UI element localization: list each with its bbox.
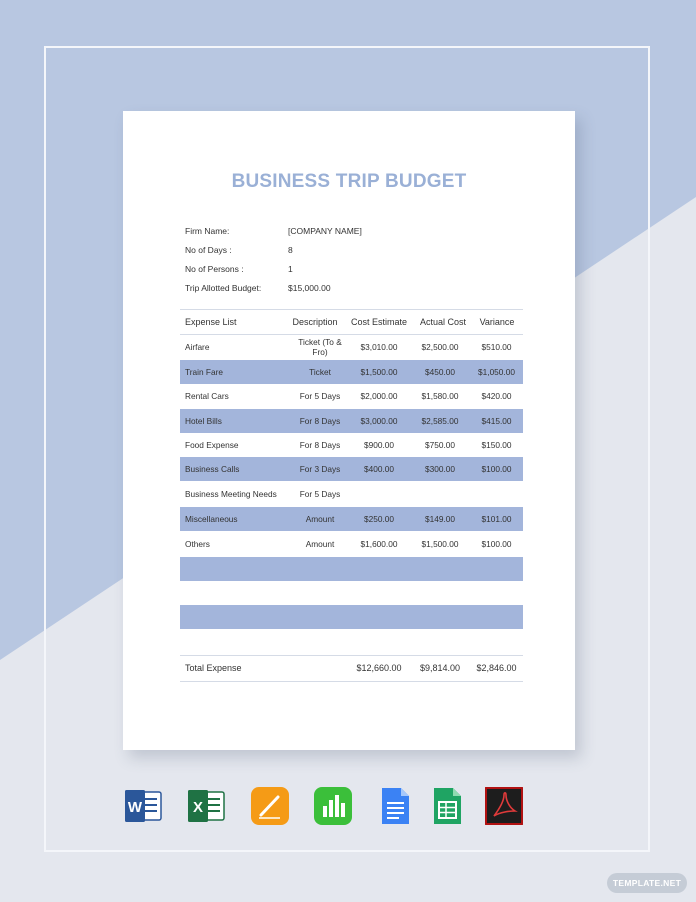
actual-cost: $2,500.00 <box>421 342 459 352</box>
actual-cost: $149.00 <box>425 514 455 524</box>
expense-description: Ticket <box>309 367 331 377</box>
persons-label: No of Persons : <box>185 264 244 274</box>
svg-text:W: W <box>127 799 143 816</box>
document-title: BUSINESS TRIP BUDGET <box>231 171 467 192</box>
variance: $510.00 <box>481 342 512 352</box>
expense-item: Business Calls <box>185 464 240 474</box>
expense-description: For 8 Days <box>299 440 341 450</box>
variance: $420.00 <box>481 391 512 401</box>
variance: $150.00 <box>481 440 512 450</box>
numbers-icon[interactable] <box>313 786 353 826</box>
expense-item: Business Meeting Needs <box>185 489 277 499</box>
empty-row <box>180 557 523 581</box>
expense-item: Miscellaneous <box>185 514 238 524</box>
expense-description: Amount <box>305 539 335 549</box>
actual-cost: $300.00 <box>425 464 455 474</box>
total-bottom-rule <box>180 681 523 682</box>
svg-text:X: X <box>192 799 204 816</box>
cost-estimate: $1,500.00 <box>360 367 398 377</box>
expense-description: For 3 Days <box>299 464 341 474</box>
excel-icon[interactable] <box>186 786 226 826</box>
expense-item: Others <box>185 539 210 549</box>
actual-cost: $1,580.00 <box>421 391 459 401</box>
table-row <box>180 384 523 408</box>
cost-estimate: $400.00 <box>364 464 394 474</box>
cost-estimate: $3,010.00 <box>360 342 398 352</box>
total-label: Total Expense <box>185 663 242 673</box>
header-expense-list: Expense List <box>185 317 237 327</box>
actual-cost <box>410 482 470 506</box>
empty-row <box>180 581 523 605</box>
actual-cost: $1,500.00 <box>421 539 459 549</box>
expense-description: Ticket (To & Fro) <box>298 337 342 357</box>
expense-description: For 5 Days <box>299 391 341 401</box>
empty-row <box>180 605 523 629</box>
actual-cost: $2,585.00 <box>421 416 459 426</box>
actual-cost: $450.00 <box>425 367 455 377</box>
variance: $1,050.00 <box>478 367 515 377</box>
table-row <box>180 457 523 481</box>
table-row <box>180 360 523 384</box>
variance: $415.00 <box>481 416 512 426</box>
pages-icon[interactable] <box>250 786 290 826</box>
budget-label: Trip Allotted Budget: <box>185 283 262 293</box>
days-label: No of Days : <box>185 245 232 255</box>
expense-description: For 8 Days <box>299 416 341 426</box>
expense-item: Food Expense <box>185 440 239 450</box>
expense-item: Rental Cars <box>185 391 229 401</box>
acrobat-icon[interactable] <box>484 786 524 826</box>
firm-name-value: [COMPANY NAME] <box>288 226 362 236</box>
expense-item: Hotel Bills <box>185 416 222 426</box>
header-cost-estimate: Cost Estimate <box>350 317 408 327</box>
variance: $100.00 <box>481 464 512 474</box>
table-row <box>180 507 523 531</box>
expense-item: Airfare <box>185 342 210 352</box>
header-variance: Variance <box>479 317 515 327</box>
total-variance: $2,846.00 <box>476 663 517 673</box>
total-row <box>180 656 523 680</box>
table-row <box>180 532 523 556</box>
google-sheets-icon[interactable] <box>427 786 467 826</box>
cost-estimate: $3,000.00 <box>360 416 398 426</box>
cost-estimate <box>350 482 408 506</box>
persons-value: 1 <box>288 264 293 274</box>
actual-cost: $750.00 <box>425 440 455 450</box>
cost-estimate: $900.00 <box>364 440 394 450</box>
header-actual-cost: Actual Cost <box>419 317 467 327</box>
word-icon[interactable] <box>123 786 163 826</box>
table-top-rule <box>180 309 523 310</box>
cost-estimate: $250.00 <box>364 514 394 524</box>
variance <box>470 482 523 506</box>
table-row <box>180 335 523 359</box>
firm-name-label: Firm Name: <box>185 226 230 236</box>
cost-estimate: $2,000.00 <box>360 391 398 401</box>
header-description: Description <box>292 317 338 327</box>
table-row <box>180 433 523 457</box>
cost-estimate: $1,600.00 <box>360 539 398 549</box>
document-page <box>123 111 575 750</box>
days-value: 8 <box>288 245 293 255</box>
expense-description: For 5 Days <box>299 489 341 499</box>
budget-value: $15,000.00 <box>288 283 331 293</box>
watermark-badge: TEMPLATE.NET <box>607 873 687 893</box>
google-docs-icon[interactable] <box>375 786 415 826</box>
table-row <box>180 482 523 506</box>
total-actual: $9,814.00 <box>419 663 461 673</box>
expense-description: Amount <box>305 514 335 524</box>
table-row <box>180 409 523 433</box>
variance: $101.00 <box>481 514 512 524</box>
variance: $100.00 <box>481 539 512 549</box>
expense-item: Train Fare <box>185 367 223 377</box>
total-estimate: $12,660.00 <box>356 663 402 673</box>
